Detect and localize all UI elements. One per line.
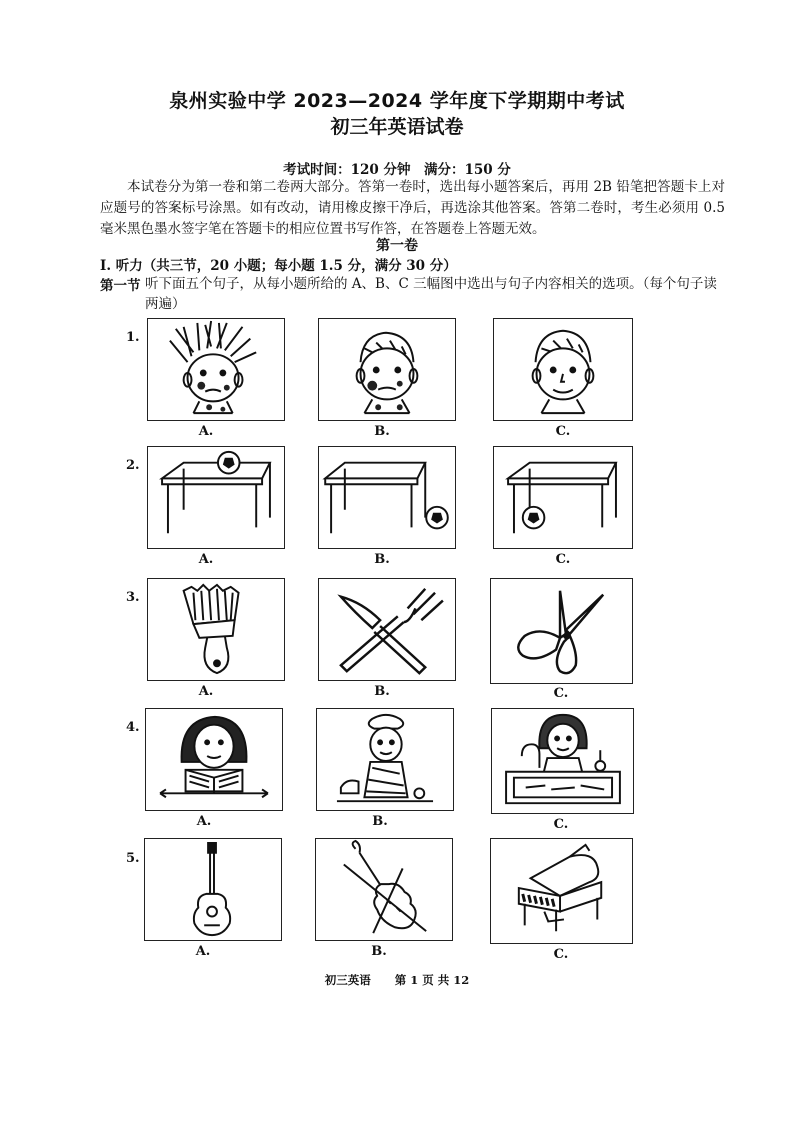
question-number: 4. [126,720,140,735]
picture-girl-reading [145,708,283,811]
guitar-icon [145,839,281,940]
picture-girl-washing-dishes [491,708,634,814]
footer-page-number: 第 1 页 共 12 [394,973,470,987]
picture-ball-on-table [147,446,285,549]
picture-violin [315,838,453,941]
exam-title: 泉州实验中学 2023—2024 学年度下学期期中考试 [169,90,625,112]
girl-cooking-icon [317,709,453,810]
footer-subject: 初三英语 [324,973,371,987]
option-label-c: C. [553,686,569,701]
girl-reading-icon [146,709,282,810]
option-label-b: B. [374,424,390,439]
option-label-b: B. [372,814,388,829]
instructions-paragraph: 本试卷分为第一卷和第二卷两大部分。答第一卷时，选出每小题答案后，再用 2B 铅笔把答题卡上对应题号的答案标号涂黑。如有改动，请用橡皮擦干净后，再选涂其他答案。答第二卷时，考生必须用 0.5 毫米黑色墨水签字笔在答题卡的相应位置书写作答，在答题卷上答题无效。 [100,179,725,237]
subsection-label: 第一节 [100,278,141,294]
question-number: 3. [126,590,140,605]
option-label-c: C. [555,552,571,567]
question-number: 2. [126,458,140,473]
option-label-b: B. [374,684,390,699]
picture-girl-cooking [316,708,454,811]
subsection-text: 听下面五个句子，从每小题所给的 A、B、C 三幅图中选出与句子内容相关的选项。（每个句子读两遍） [145,276,717,312]
section-heading: I. 听力（共三节，20 小题；每小题 1.5 分，满分 30 分） [100,258,457,274]
picture-clean-boy [493,318,633,421]
girl-washing-dishes-icon [492,709,633,813]
picture-messy-hair-boy [147,318,285,421]
option-label-a: A. [198,684,214,699]
option-label-a: A. [198,424,214,439]
part-title: 第一卷 [376,238,418,254]
dirty-face-boy-icon [319,319,455,420]
option-label-b: B. [374,552,390,567]
option-label-a: A. [198,552,214,567]
picture-piano [490,838,633,944]
question-number: 5. [126,851,140,866]
picture-knife-and-fork [318,578,456,681]
piano-icon [491,839,632,943]
option-label-b: B. [371,944,387,959]
scissors-icon [491,579,632,683]
ball-on-table-icon [148,447,284,548]
exam-subtitle: 初三年英语试卷 [330,116,464,138]
exam-info: 考试时间：120 分钟 满分：150 分 [283,162,511,178]
question-number: 1. [126,330,140,345]
messy-hair-boy-icon [148,319,284,420]
picture-ball-beside-table [318,446,456,549]
option-label-a: A. [195,944,211,959]
violin-icon [316,839,452,940]
option-label-c: C. [553,817,569,832]
option-label-c: C. [553,947,569,962]
option-label-c: C. [555,424,571,439]
picture-guitar [144,838,282,941]
paint-brush-icon [148,579,284,680]
page-footer [0,972,794,988]
option-label-a: A. [196,814,212,829]
ball-under-table-icon [494,447,632,548]
ball-beside-table-icon [319,447,455,548]
picture-paint-brush [147,578,285,681]
picture-ball-under-table [493,446,633,549]
picture-scissors [490,578,633,684]
clean-boy-icon [494,319,632,420]
picture-dirty-face-boy [318,318,456,421]
knife-and-fork-icon [319,579,455,680]
